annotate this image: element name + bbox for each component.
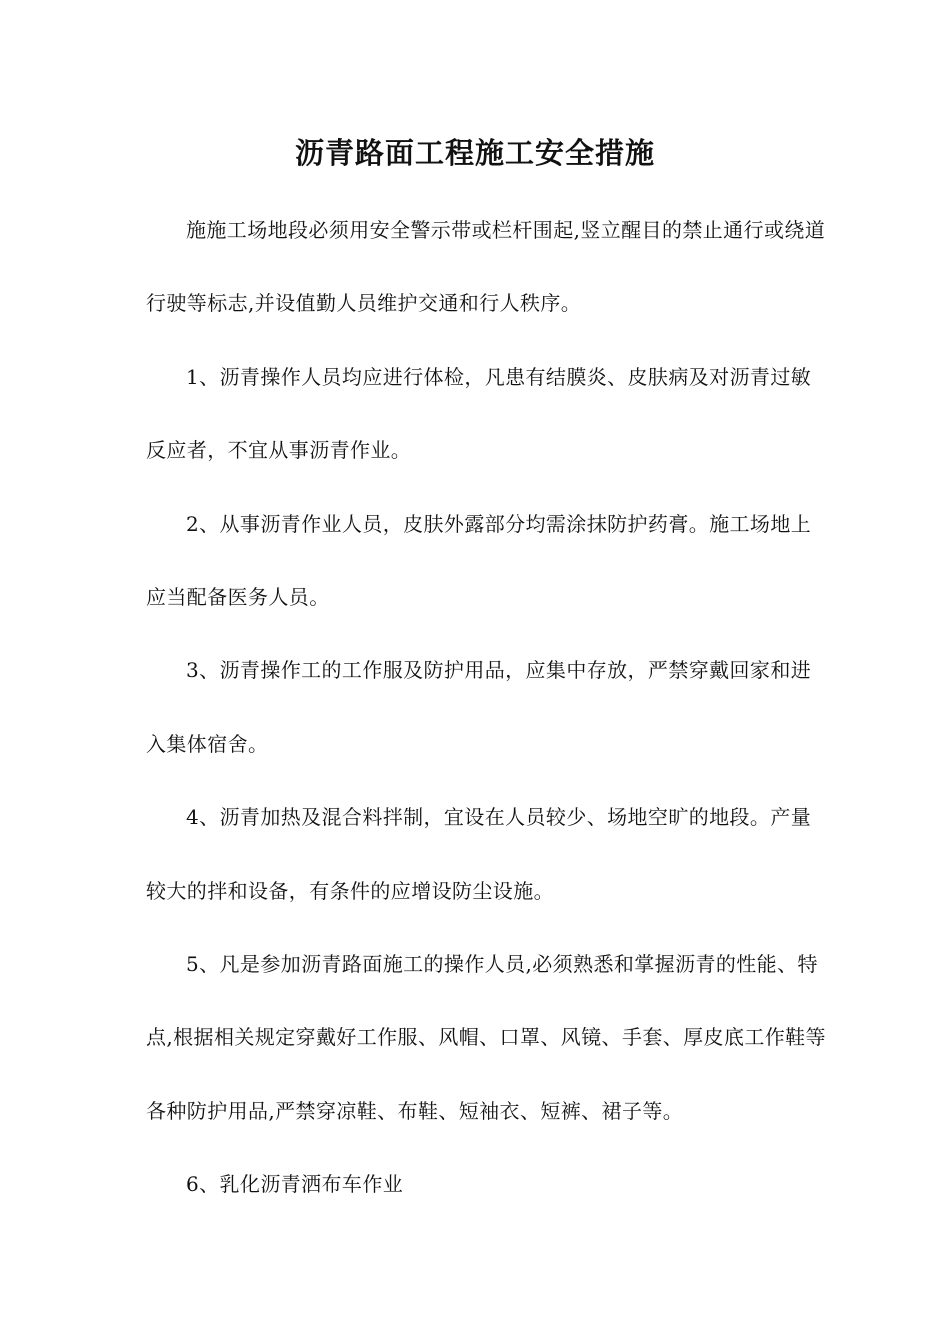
paragraph-item-2: 2、从事沥青作业人员，皮肤外露部分均需涂抹防护药膏。施工场地上应当配备医务人员。 [146, 511, 812, 610]
document-title: 沥青路面工程施工安全措施 [294, 136, 655, 170]
paragraph-intro: 施施工场地段必须用安全警示带或栏杆围起,竖立醒目的禁止通行或绕道行驶等标志,并设值勤人员维护交通和行人秩序。 [146, 218, 826, 316]
document-body [146, 194, 826, 1222]
paragraph-item-3: 3、沥青操作工的工作服及防护用品，应集中存放，严禁穿戴回家和进入集体宿舍。 [146, 658, 812, 756]
paragraph-item-5: 5、凡是参加沥青路面施工的操作人员,必须熟悉和掌握沥青的性能、特点,根据相关规定穿戴好工作服、风帽、口罩、风镜、手套、厚皮底工作鞋等各种防护用品,严禁穿凉鞋、布鞋、短袖衣、短裤、裙子等。 [146, 952, 826, 1123]
paragraph-item-1: 1、沥青操作人员均应进行体检，凡患有结膜炎、皮肤病及对沥青过敏反应者，不宜从事沥青作业。 [146, 364, 812, 463]
paragraph-item-4: 4、沥青加热及混合料拌制，宜设在人员较少、场地空旷的地段。产量较大的拌和设备，有条件的应增设防尘设施。 [146, 805, 812, 903]
paragraph-item-6: 6、乳化沥青洒布车作业 [186, 1172, 404, 1197]
